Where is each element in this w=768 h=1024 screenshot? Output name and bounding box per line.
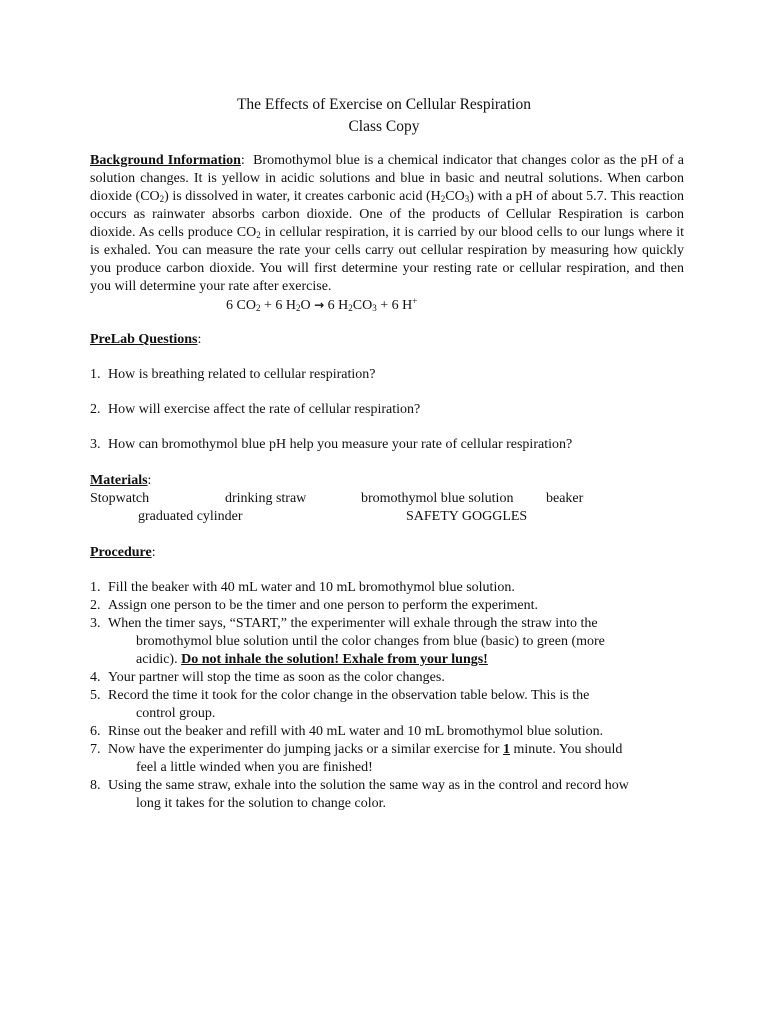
background-text: Bromothymol blue is a chemical indicator that changes color as the: [253, 153, 637, 168]
materials-heading: Materials:: [90, 473, 152, 488]
prelab-question: 3. How can bromothymol blue pH help you measure your rate of cellular respiration?: [90, 437, 573, 452]
material-item: beaker: [546, 491, 584, 506]
procedure-step: 6. Rinse out the beaker and refill with 40 mL water and 10 mL bromothymol blue solution.: [90, 724, 604, 739]
material-item: bromothymol blue solution: [361, 491, 514, 506]
document-subtitle: Class Copy: [348, 118, 420, 135]
prelab-label: PreLab Questions: [90, 332, 198, 347]
right-arrow-icon: →: [314, 298, 325, 312]
prelab-heading: PreLab Questions:: [90, 332, 202, 347]
materials-label: Materials: [90, 473, 148, 488]
material-item: SAFETY GOGGLES: [406, 509, 528, 524]
procedure-step: 1. Fill the beaker with 40 mL water and 10 mL bromothymol blue solution.: [90, 580, 515, 595]
document-body: [90, 152, 684, 813]
procedure-step: 2. Assign one person to be the timer and one person to perform the experiment.: [90, 598, 538, 613]
safety-warning: Do not inhale the solution! Exhale from your lungs!: [181, 652, 488, 667]
procedure-step: 7. Now have the experimenter do jumping jacks or a similar exercise for 1 minute. You should feel a little winded when you are finished!: [90, 742, 623, 775]
materials-row: [90, 490, 684, 508]
procedure-step: 8. Using the same straw, exhale into the solution the same way as in the control and record how long it takes for the solution to change color.: [90, 778, 629, 811]
material-item: Stopwatch: [90, 491, 150, 506]
material-item: drinking straw: [225, 491, 307, 506]
title-block: [0, 94, 768, 138]
procedure-step: 3. When the timer says, “START,” the experimenter will exhale through the straw into the bromothymol blue solution until the color changes from blue (basic) to green (more acidic). Do not inhale the solution! Exhale from your lungs!: [90, 616, 605, 667]
procedure-step: 5. Record the time it took for the color change in the observation table below. This is the control group.: [90, 688, 590, 721]
procedure-label: Procedure: [90, 545, 152, 560]
procedure-step: 4. Your partner will stop the time as soon as the color changes.: [90, 670, 445, 685]
procedure-heading: Procedure:: [90, 545, 156, 560]
prelab-question: 2. How will exercise affect the rate of cellular respiration?: [90, 402, 421, 417]
background-label: Background Information: [90, 153, 241, 168]
background-paragraph: Background Information: Bromothymol blue is a chemical indicator that changes color as the pH of a solution changes. It is yellow in acidic solutions and blue in basic and neutral solutions. When carbon dioxide $(CO_2)$ is dissolved in water, it creates carbonic acid $(H_2CO_3)$ with a pH of about 5.7. This reaction occurs as rainwater absorbs carbon dioxide. One of the products of Cellular Respiration is carbon dioxide. As cells produce $CO_2$ in cellular respiration, it is carried by our blood cells to our lungs where it is exhaled. You can measure the rate your cells carry out cellular respiration by measuring how quickly you produce carbon dioxide. You will first determine your resting rate or cellular respiration, and then you will determine your rate after exercise.: [90, 153, 685, 294]
materials-row: [90, 508, 684, 526]
chemical-equation: 6 $CO_2 + 6$ $H_2O \to 6$ $H_2CO_3 + 6$ H+: [226, 296, 418, 313]
material-item: graduated cylinder: [138, 509, 243, 524]
prelab-question: 1. How is breathing related to cellular respiration?: [90, 367, 376, 382]
document-title: The Effects of Exercise on Cellular Respiration: [236, 96, 532, 113]
procedure-steps: [90, 579, 684, 813]
